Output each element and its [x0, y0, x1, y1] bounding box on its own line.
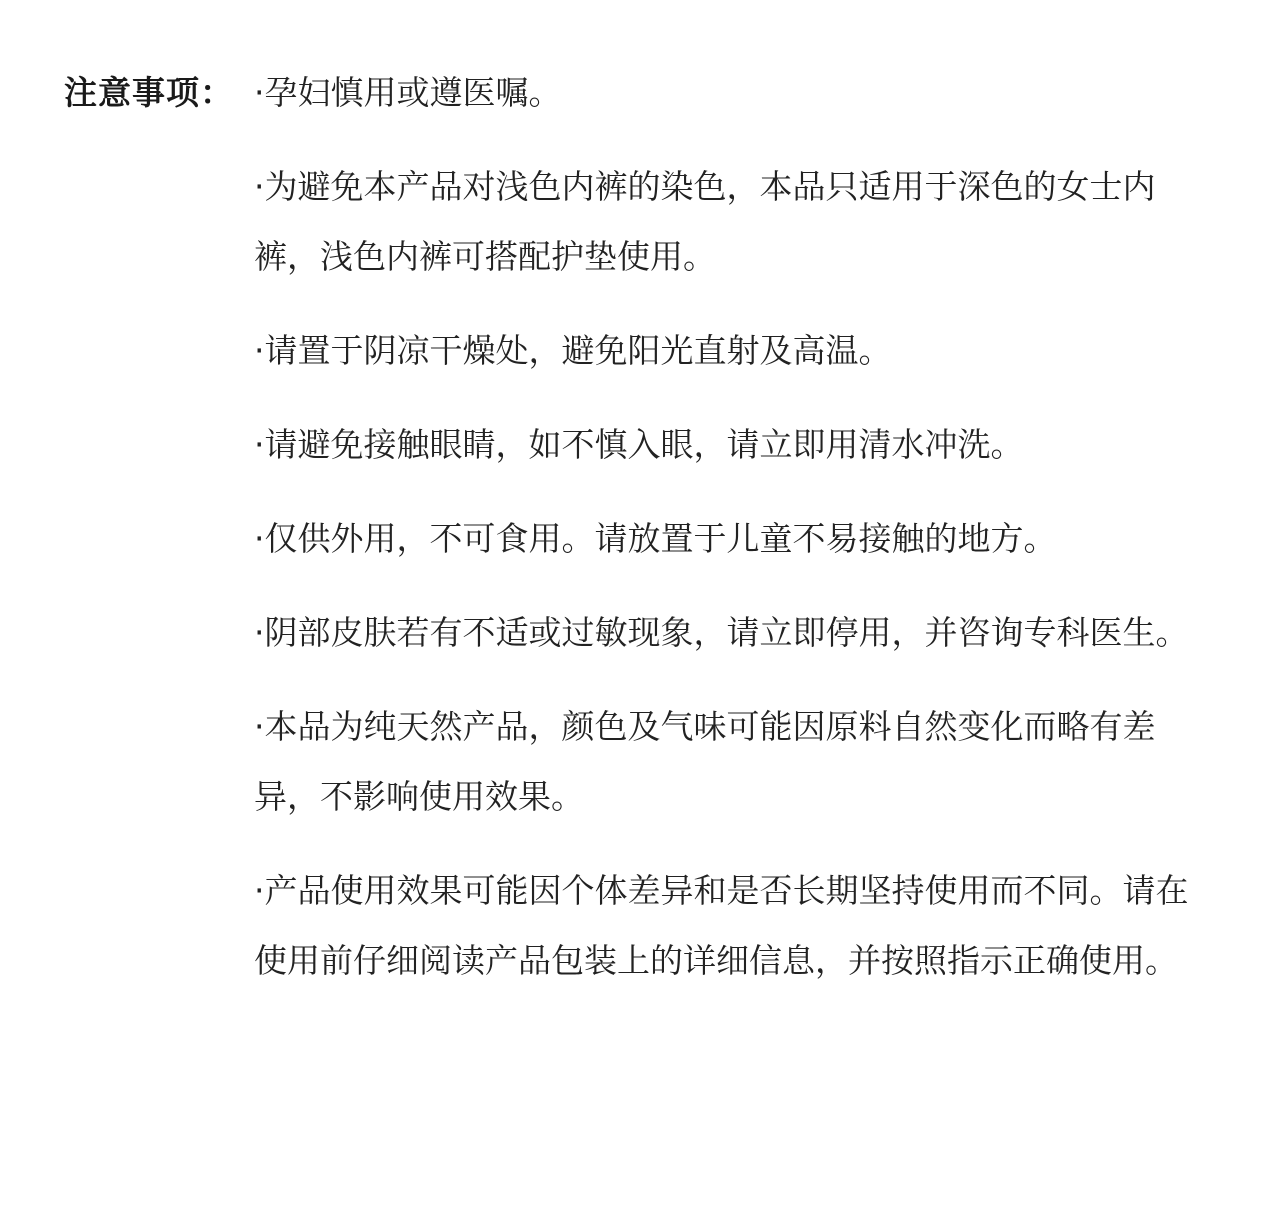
notice-item-storage: ·请置于阴凉干燥处，避免阳光直射及高温。: [254, 331, 892, 370]
notice-item-external-use: ·仅供外用，不可食用。请放置于儿童不易接触的地方。: [254, 519, 1057, 558]
notice-item-eyes: ·请避免接触眼睛，如不慎入眼，请立即用清水冲洗。: [254, 425, 1024, 464]
notice-item-allergy: ·阴部皮肤若有不适或过敏现象，请立即停用，并咨询专科医生。: [254, 613, 1189, 652]
notice-item-individual-results: ·产品使用效果可能因个体差异和是否长期坚持使用而不同。请在使用前仔细阅读产品包装上的详细信息，并按照指示正确使用。: [254, 871, 1189, 980]
notice-item-natural-product: ·本品为纯天然产品，颜色及气味可能因原料自然变化而略有差异，不影响使用效果。: [254, 707, 1156, 816]
notice-list: [254, 71, 1216, 1033]
notice-item-staining: ·为避免本产品对浅色内裤的染色，本品只适用于深色的女士内裤，浅色内裤可搭配护垫使用。: [254, 167, 1156, 276]
notice-title: 注意事项：: [64, 73, 234, 112]
notice-item-pregnancy: ·孕妇慎用或遵医嘱。: [254, 73, 562, 112]
